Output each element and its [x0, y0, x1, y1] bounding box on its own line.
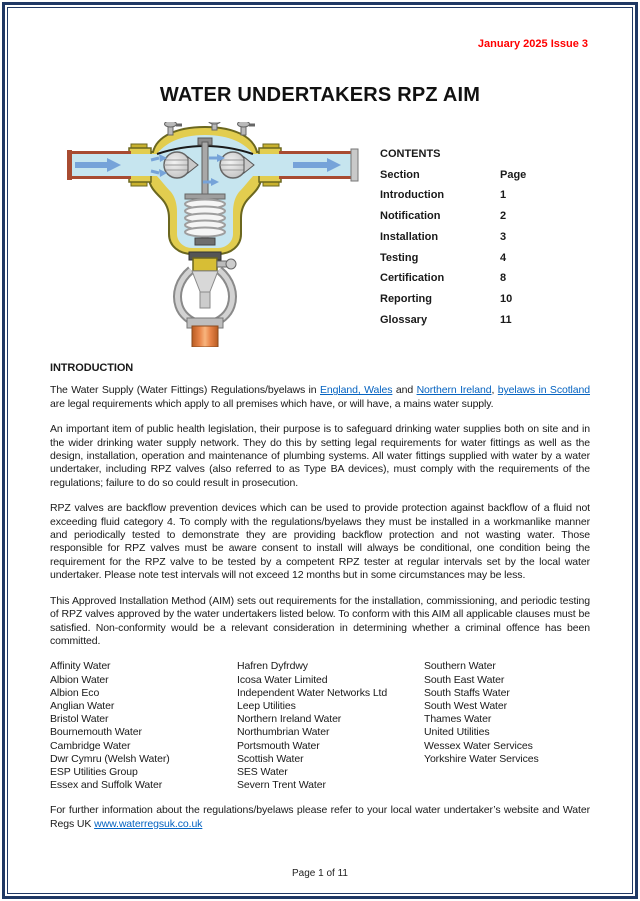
contents-section-label: Installation: [380, 230, 439, 243]
company-name: Icosa Water Limited: [237, 673, 328, 686]
company-name: Wessex Water Services: [424, 739, 533, 752]
companies-column: [50, 660, 237, 792]
paragraph-text: and: [392, 384, 417, 397]
companies-column: [237, 660, 424, 792]
company-name: Portsmouth Water: [237, 739, 320, 752]
contents-block: [380, 144, 560, 330]
contents-section-label: Introduction: [380, 189, 445, 202]
company-name: Albion Water: [50, 673, 109, 686]
contents-section-label: Testing: [380, 251, 419, 264]
company-name: South Staffs Water: [424, 686, 510, 699]
introduction-heading: INTRODUCTION: [50, 362, 134, 374]
company-name: Leep Utilities: [237, 699, 296, 712]
contents-page-number: 4: [500, 251, 507, 264]
company-name: Bournemouth Water: [50, 726, 142, 739]
contents-section-label: Reporting: [380, 292, 432, 305]
spring: [185, 194, 225, 237]
company-name: Anglian Water: [50, 699, 115, 712]
company-name: Thames Water: [424, 713, 492, 726]
intro-paragraph-2: An important item of public health legislation, their purpose is to safeguard drinking water supplies both on site and in the wider drinking water supply network. They do this by setting legal requirements for water fittings as well as the design, installation, operation and maintenance of plumbing systems. All water fittings supplied with water by a water undertaker, including RPZ valves (also referred to as Type BA devices), must comply with the requirements of the regulations; failure to do so could result in prosecution.: [50, 423, 590, 489]
contents-page-number: 10: [500, 292, 513, 305]
contents-section-col: Section: [380, 168, 420, 181]
contents-row: [380, 227, 560, 248]
company-name: SES Water: [237, 765, 288, 778]
paragraph-text: For further information about the regulations/byelaws please refer to your local water undertaker’s website and Water Regs UK: [50, 804, 590, 830]
contents-page-col: Page: [500, 168, 527, 181]
company-name: United Utilities: [424, 726, 490, 739]
contents-section-label: Certification: [380, 272, 445, 285]
rpz-valve-illustration: [65, 122, 360, 347]
company-name: Dwr Cymru (Welsh Water): [50, 752, 170, 765]
intro-paragraph-4: This Approved Installation Method (AIM) sets out requirements for the installation, commissioning, and periodic testing of RPZ valves approved by the water undertakers listed below. To conform with this AIM all applicable clauses must be satisfied. Non-conformity would be a relevant consideration in determining whether a criminal offence has been committed.: [50, 594, 590, 647]
contents-page-number: 2: [500, 210, 507, 223]
companies-columns: [50, 660, 590, 792]
company-name: Independent Water Networks Ltd: [237, 686, 388, 699]
company-name: Northern Ireland Water: [237, 713, 342, 726]
copper-pipe: [192, 326, 218, 347]
link-england-wales[interactable]: England, Wales: [320, 384, 393, 397]
document-body: [50, 362, 590, 843]
further-info-paragraph: [50, 804, 590, 831]
contents-row: [380, 206, 560, 227]
company-name: Northumbrian Water: [237, 726, 330, 739]
relief-assembly: [189, 252, 236, 271]
company-name: South West Water: [424, 699, 508, 712]
contents-section-label: Glossary: [380, 313, 428, 326]
contents-page-number: 3: [500, 230, 507, 243]
pipe-coupler-right: [351, 149, 358, 181]
company-name: Hafren Dyfrdwy: [237, 660, 308, 673]
intro-paragraph-3: RPZ valves are backflow prevention devices which can be used to provide protection against backflow of a fluid not exceeding fluid category 4. To comply with the regulations/byelaws they must be installed in a workmanlike manner and periodically tested to demonstrate they are providing backflow protection and not wasting water. Those responsible for RPZ valves must be aware consent to install will always be conditional, one condition being the requirement for the RPZ valve to be tested by a competent RPZ tester at regular intervals set by the local water undertaker. Please note test intervals will not exceed 12 months but in some circumstances may be less.: [50, 502, 590, 582]
contents-rows: [380, 185, 560, 330]
paragraph-text: are legal requirements which apply to all premises which have, or will have, a mains water supply.: [50, 397, 494, 410]
company-name: Southern Water: [424, 660, 496, 673]
contents-row: [380, 185, 560, 206]
page-number: Page 1 of 11: [292, 868, 348, 879]
link-byelaws-scotland[interactable]: byelaws in Scotland: [497, 384, 590, 397]
contents-row: [380, 289, 560, 310]
company-name: Cambridge Water: [50, 739, 131, 752]
contents-page-number: 1: [500, 189, 507, 202]
contents-page-number: 8: [500, 272, 507, 285]
contents-section-label: Notification: [380, 210, 441, 223]
company-name: Severn Trent Water: [237, 779, 326, 792]
company-name: Scottish Water: [237, 752, 304, 765]
company-name: Affinity Water: [50, 660, 111, 673]
contents-row: [380, 248, 560, 269]
paragraph-text: ,: [491, 384, 498, 397]
link-northern-ireland[interactable]: Northern Ireland: [416, 384, 492, 397]
contents-row: [380, 310, 560, 331]
contents-row: [380, 268, 560, 289]
pipe-end-cap-left: [67, 150, 72, 180]
page-title: WATER UNDERTAKERS RPZ AIM: [159, 84, 481, 106]
company-name: Yorkshire Water Services: [424, 752, 539, 765]
company-name: South East Water: [424, 673, 505, 686]
contents-heading: CONTENTS: [380, 148, 441, 160]
intro-paragraph-1: [50, 384, 590, 411]
link-waterregsuk[interactable]: www.waterregsuk.co.uk: [94, 817, 203, 830]
company-name: ESP Utilities Group: [50, 765, 138, 778]
issue-label: January 2025 Issue 3: [477, 38, 588, 50]
contents-header-row: [380, 165, 560, 186]
paragraph-text: The Water Supply (Water Fittings) Regulations/byelaws in: [50, 384, 320, 397]
company-name: Bristol Water: [50, 713, 109, 726]
company-name: Essex and Suffolk Water: [50, 779, 163, 792]
contents-page-number: 11: [500, 313, 512, 326]
company-name: Albion Eco: [50, 686, 100, 699]
tundish-funnel: [178, 270, 233, 328]
companies-column: [424, 660, 590, 792]
